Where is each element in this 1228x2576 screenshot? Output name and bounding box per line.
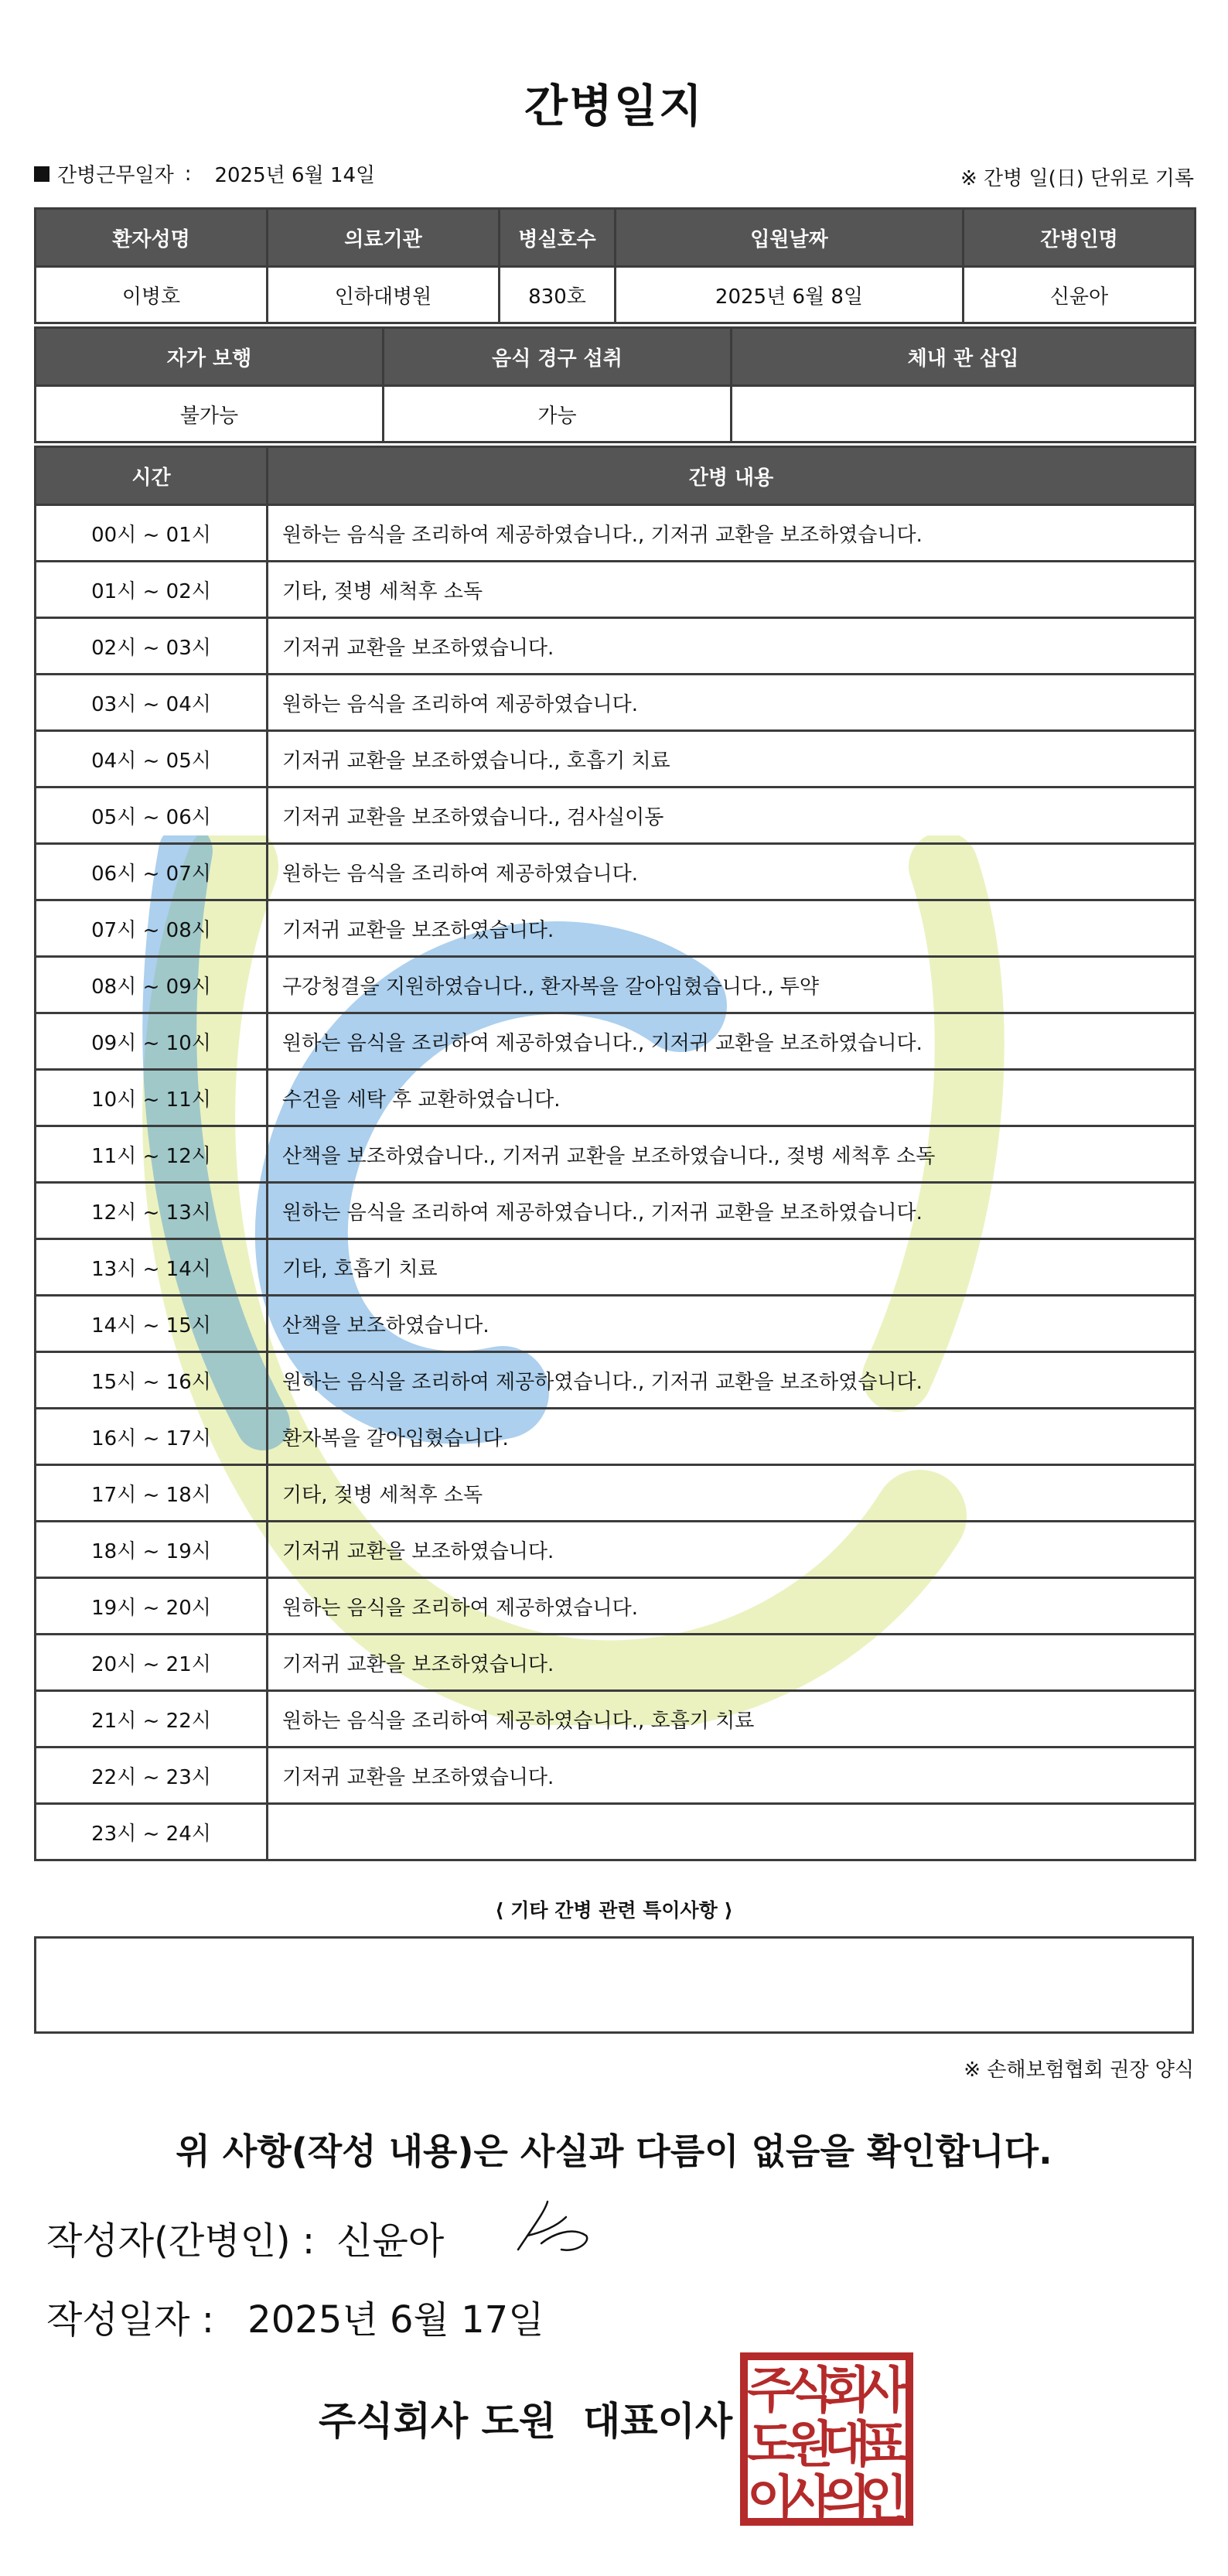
caregiver-name: 신윤아	[964, 267, 1196, 323]
log-time: 13시 ~ 14시	[36, 1239, 268, 1296]
log-time: 22시 ~ 23시	[36, 1748, 268, 1804]
table-header-row	[36, 209, 1196, 267]
log-content: 원하는 음식을 조리하여 제공하였습니다., 기저귀 교환을 보조하였습니다.	[268, 1013, 1196, 1070]
log-time: 21시 ~ 22시	[36, 1691, 268, 1748]
table-row	[36, 957, 1196, 1013]
log-time: 07시 ~ 08시	[36, 900, 268, 957]
work-date-line	[34, 159, 375, 188]
table-row	[36, 1126, 1196, 1183]
special-notes-title: ⟨ 기타 간병 관련 특이사항 ⟩	[495, 1899, 733, 1922]
header-care-content: 간병 내용	[268, 447, 1196, 505]
svg-text:이: 이	[747, 2471, 795, 2526]
table-row	[36, 618, 1196, 675]
room-number: 830호	[500, 267, 616, 323]
table-row	[36, 505, 1196, 562]
table-row	[36, 1183, 1196, 1239]
table-header-row	[36, 447, 1196, 505]
header-time: 시간	[36, 447, 268, 505]
log-time: 16시 ~ 17시	[36, 1409, 268, 1465]
table-row	[36, 787, 1196, 844]
svg-text:사: 사	[860, 2362, 908, 2420]
header-hospital: 의료기관	[268, 209, 500, 267]
care-log-table	[34, 446, 1196, 1861]
svg-text:도: 도	[747, 2417, 795, 2474]
log-time: 23시 ~ 24시	[36, 1804, 268, 1860]
tube-insertion-status	[732, 386, 1196, 442]
log-time: 12시 ~ 13시	[36, 1183, 268, 1239]
log-content: 기저귀 교환을 보조하였습니다.	[268, 618, 1196, 675]
table-row	[36, 1804, 1196, 1860]
log-time: 17시 ~ 18시	[36, 1465, 268, 1522]
log-content: 산책을 보조하였습니다., 기저귀 교환을 보조하였습니다., 젖병 세척후 소독	[268, 1126, 1196, 1183]
log-time: 19시 ~ 20시	[36, 1578, 268, 1635]
patient-condition-table	[34, 326, 1196, 443]
log-time: 08시 ~ 09시	[36, 957, 268, 1013]
log-content: 기저귀 교환을 보조하였습니다.	[268, 1635, 1196, 1691]
log-content: 기타, 젖병 세척후 소독	[268, 1465, 1196, 1522]
svg-text:대: 대	[823, 2417, 871, 2474]
svg-text:원: 원	[786, 2417, 834, 2474]
log-time: 15시 ~ 16시	[36, 1352, 268, 1409]
table-row	[36, 1578, 1196, 1635]
table-row	[36, 1070, 1196, 1126]
log-content: 기저귀 교환을 보조하였습니다.	[268, 1748, 1196, 1804]
log-content: 기타, 젖병 세척후 소독	[268, 562, 1196, 618]
log-content: 원하는 음식을 조리하여 제공하였습니다.	[268, 1578, 1196, 1635]
header-room: 병실호수	[500, 209, 616, 267]
log-content: 원하는 음식을 조리하여 제공하였습니다., 기저귀 교환을 보조하였습니다.	[268, 1183, 1196, 1239]
table-row	[36, 1635, 1196, 1691]
svg-text:회: 회	[823, 2362, 871, 2420]
svg-text:주: 주	[747, 2362, 795, 2420]
table-row	[36, 267, 1196, 323]
table-row	[36, 1409, 1196, 1465]
header-caregiver-name: 간병인명	[964, 209, 1196, 267]
table-row	[36, 386, 1196, 442]
log-content: 원하는 음식을 조리하여 제공하였습니다.	[268, 844, 1196, 900]
header-oral-intake: 음식 경구 섭취	[384, 328, 732, 386]
log-content: 수건을 세탁 후 교환하였습니다.	[268, 1070, 1196, 1126]
table-row	[36, 1748, 1196, 1804]
table-row	[36, 900, 1196, 957]
log-content: 구강청결을 지원하였습니다., 환자복을 갈아입혔습니다., 투약	[268, 957, 1196, 1013]
header-tube-insertion: 체내 관 삽입	[732, 328, 1196, 386]
svg-text:인: 인	[860, 2471, 908, 2526]
log-content: 기저귀 교환을 보조하였습니다.	[268, 900, 1196, 957]
table-row	[36, 1522, 1196, 1578]
table-row	[36, 1013, 1196, 1070]
svg-text:식: 식	[786, 2362, 834, 2420]
admission-date: 2025년 6월 8일	[616, 267, 964, 323]
document-title: 간병일지	[524, 80, 704, 132]
form-note: ※ 손해보험협회 권장 양식	[964, 2058, 1194, 2082]
writer-line	[46, 2211, 444, 2264]
svg-text:사: 사	[786, 2471, 834, 2526]
unit-note: ※ 간병 일(日) 단위로 기록	[960, 167, 1194, 190]
log-content: 기저귀 교환을 보조하였습니다., 검사실이동	[268, 787, 1196, 844]
log-time: 05시 ~ 06시	[36, 787, 268, 844]
table-row	[36, 675, 1196, 731]
written-date-label: 작성일자 :	[46, 2298, 214, 2342]
oral-intake-status: 가능	[384, 386, 732, 442]
log-content: 기저귀 교환을 보조하였습니다.	[268, 1522, 1196, 1578]
special-notes-box	[34, 1936, 1194, 2034]
table-row	[36, 562, 1196, 618]
company-representative: 주식회사 도원 대표이사	[319, 2399, 733, 2444]
log-content: 원하는 음식을 조리하여 제공하였습니다., 기저귀 교환을 보조하였습니다.	[268, 1352, 1196, 1409]
confirmation-statement: 위 사항(작성 내용)은 사실과 다름이 없음을 확인합니다.	[176, 2130, 1052, 2172]
writer-label: 작성자(간병인) :	[46, 2219, 316, 2263]
log-content: 원하는 음식을 조리하여 제공하였습니다.	[268, 675, 1196, 731]
log-content	[268, 1804, 1196, 1860]
log-time: 18시 ~ 19시	[36, 1522, 268, 1578]
colon-separator: :	[184, 162, 192, 186]
header-admission-date: 입원날짜	[616, 209, 964, 267]
work-date-value: 2025년 6월 14일	[214, 164, 376, 187]
table-row	[36, 731, 1196, 787]
log-content: 산책을 보조하였습니다.	[268, 1296, 1196, 1352]
log-time: 01시 ~ 02시	[36, 562, 268, 618]
log-time: 11시 ~ 12시	[36, 1126, 268, 1183]
written-date-line	[46, 2290, 544, 2343]
log-content: 환자복을 갈아입혔습니다.	[268, 1409, 1196, 1465]
signature-icon	[510, 2195, 595, 2265]
log-time: 20시 ~ 21시	[36, 1635, 268, 1691]
log-time: 14시 ~ 15시	[36, 1296, 268, 1352]
table-row	[36, 1691, 1196, 1748]
table-header-row	[36, 328, 1196, 386]
patient-info-table	[34, 207, 1196, 324]
written-date-value: 2025년 6월 17일	[247, 2298, 544, 2342]
log-time: 06시 ~ 07시	[36, 844, 268, 900]
walking-status: 불가능	[36, 386, 384, 442]
header-patient-name: 환자성명	[36, 209, 268, 267]
log-time: 10시 ~ 11시	[36, 1070, 268, 1126]
svg-text:의: 의	[823, 2471, 871, 2526]
company-seal-icon	[739, 2352, 914, 2526]
log-time: 09시 ~ 10시	[36, 1013, 268, 1070]
log-content: 기타, 호흡기 치료	[268, 1239, 1196, 1296]
work-date-label: 간병근무일자	[57, 164, 174, 187]
log-time: 03시 ~ 04시	[36, 675, 268, 731]
svg-text:표: 표	[860, 2417, 908, 2474]
table-row	[36, 1296, 1196, 1352]
log-time: 00시 ~ 01시	[36, 505, 268, 562]
table-row	[36, 844, 1196, 900]
patient-name: 이병호	[36, 267, 268, 323]
log-time: 02시 ~ 03시	[36, 618, 268, 675]
hospital-name: 인하대병원	[268, 267, 500, 323]
table-row	[36, 1465, 1196, 1522]
table-row	[36, 1352, 1196, 1409]
header-walking: 자가 보행	[36, 328, 384, 386]
square-bullet-icon	[34, 166, 49, 182]
writer-name: 신윤아	[336, 2219, 445, 2263]
log-content: 기저귀 교환을 보조하였습니다., 호흡기 치료	[268, 731, 1196, 787]
log-time: 04시 ~ 05시	[36, 731, 268, 787]
table-row	[36, 1239, 1196, 1296]
log-content: 원하는 음식을 조리하여 제공하였습니다., 기저귀 교환을 보조하였습니다.	[268, 505, 1196, 562]
log-content: 원하는 음식을 조리하여 제공하였습니다., 호흡기 치료	[268, 1691, 1196, 1748]
